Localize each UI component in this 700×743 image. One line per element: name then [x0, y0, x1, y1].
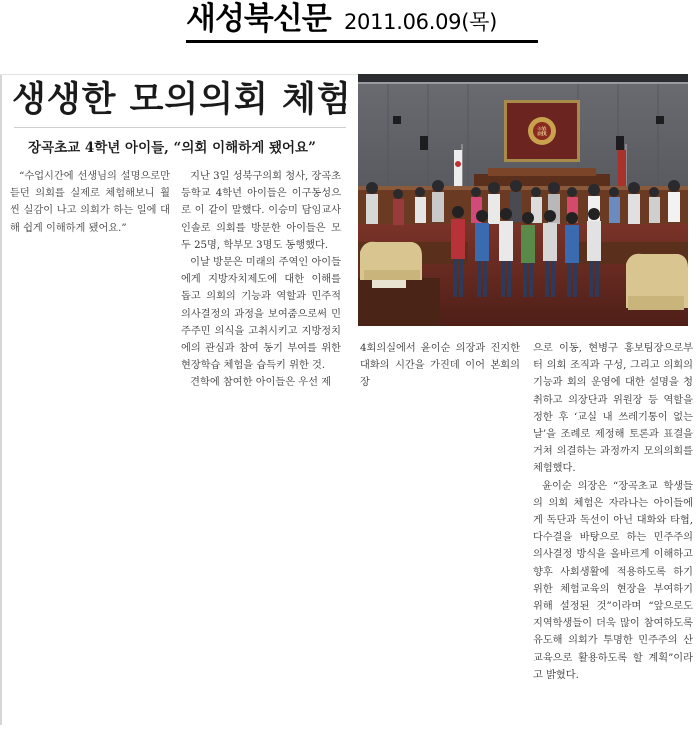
publication-date: 2011.06.09(목)	[344, 10, 498, 34]
paragraph: 윤이순 의장은 “장곡초교 학생들의 의회 체험은 자라나는 아이들에게 독단과 독선이 아닌 대화와 타협, 다수결을 바탕으로 하는 민주주의 의사결정 방식을 올바르게 이해하고 향후 사회생활에 적용하도록 하기 위한 체험교육의 현장을 부여하기 위해 설정된 것”이라며 “앞으로도 지역학생들이 더욱 많이 참여하도록 유도해 의회가 투명한 민주주의 산교육으로 활용하도록 할 계획”이라고 밝혔다.	[533, 480, 693, 681]
lead-quote: “수업시간에 선생님의 설명으로만 듣던 의회를 실제로 체험해보니 훨씬 실감이 나고 의회가 하는 일에 대해 쉽게 이해하게 됐어요.”	[10, 171, 170, 234]
paragraph: 4회의실에서 윤이순 의장과 진지한 대화의 시간을 가진데 이어 본회의장	[360, 343, 520, 389]
body-column-2	[360, 340, 520, 392]
council-chamber-photo	[358, 74, 688, 326]
council-chamber-group-photo-icon	[358, 74, 688, 326]
masthead	[186, 0, 538, 44]
article-subheadline: 장곡초교 4학년 아이들, “의회 이해하게 됐어요”	[28, 140, 316, 156]
clipping-top-edge	[0, 74, 360, 75]
clipping-left-edge	[0, 75, 2, 725]
paragraph: 이날 방문은 미래의 주역인 아이들에게 지방자치제도에 대한 이해를 돕고 의회의 기능과 역할과 민주적 의사결정의 과정을 보여줌으로써 민주주민 의식을 고취시키고 지방정치에의 관심과 참여 동기 부여를 위한 현장학습 체험을 습득키 위한 것.	[181, 257, 341, 372]
newspaper-name: 새성북신문	[186, 1, 331, 37]
article-headline: 생생한 모의의회 체험	[12, 79, 352, 120]
lead-quote-column	[10, 168, 170, 237]
body-column-1	[181, 168, 341, 392]
paragraph: 견학에 참여한 아이들은 우선 제	[190, 377, 332, 389]
paragraph: 지난 3일 성북구의회 청사, 장곡초등학교 4학년 아이들은 이구동성으로 이 같이 말했다. 이승미 담임교사 인솔로 의회를 방문한 아이들은 모두 25명, 학부모 3명도 동행했다.	[181, 171, 341, 251]
paragraph: 으로 이동, 현병구 홍보팀장으로부터 의회 조직과 구성, 그리고 의회의 기능과 회의 운영에 대한 설명을 청취하고 의장단과 위원장 등 역할을 정한 후 ‘교실 내 쓰레기통이 없는 날’을 조례로 제정해 토론과 표결을 거쳐 의결하는 과정까지 모의의회를 체험했다.	[533, 343, 693, 475]
assembly-emblem-glyph: 議	[537, 127, 547, 138]
masthead-underline	[186, 40, 538, 43]
body-column-3	[533, 340, 693, 684]
headline-divider	[14, 127, 346, 128]
